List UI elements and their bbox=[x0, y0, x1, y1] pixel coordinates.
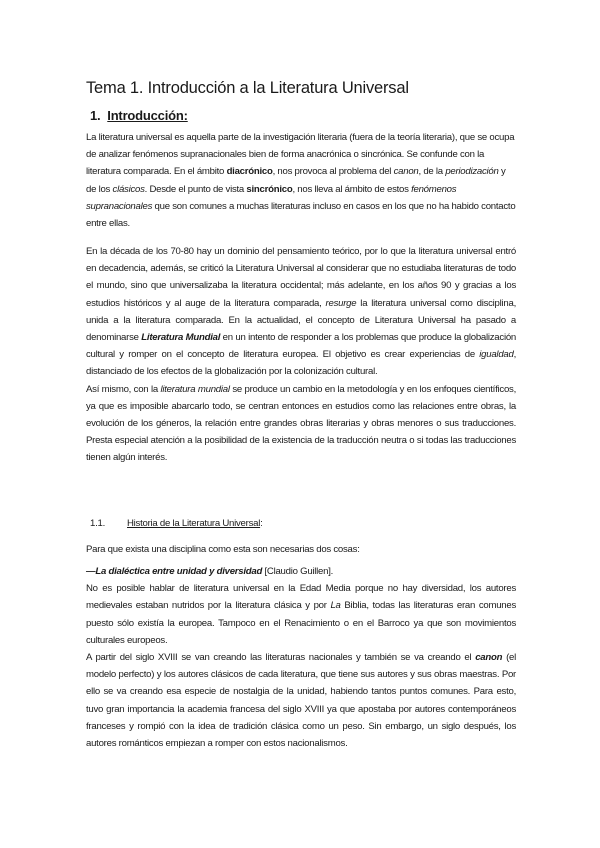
bold-term: sincrónico bbox=[246, 183, 293, 195]
text-run: [Claudio Guillen]. bbox=[262, 566, 334, 577]
text-run: La literatura universal es aquella parte de la investigación literaria (fuera de la teoría literaria), que se ocupa de analizar fenómenos supranacionales bien de forma anacrónica o sincrónica. Se confunde con la literatura comparada. En el ámbito bbox=[86, 132, 515, 178]
italic-term: canon bbox=[393, 166, 419, 178]
text-run: , nos lleva al ámbito de estos bbox=[292, 183, 412, 195]
subsection-suffix: : bbox=[260, 518, 263, 529]
text-run: y de los bbox=[86, 166, 506, 195]
text-run: que son comunes a muchas literaturas incluso en casos en los que no ha habido contacto entre ellas. bbox=[86, 200, 516, 230]
bold-italic-term: —La dialéctica entre unidad y diversidad bbox=[86, 566, 263, 577]
text-run: Biblia, todas las literaturas eran comunes puesto sólo existía la europea. Tampoco en el Renacimiento o en el Barroco ya que son movimientos culturales europeos. bbox=[86, 600, 516, 646]
italic-term: periodización bbox=[445, 166, 499, 178]
text-run: No es posible hablar de literatura universal en la Edad Media porque no hay diversidad, los autores medievales estaban nutridos por la literatura clásica y por bbox=[86, 583, 516, 612]
text-run: , nos provoca al problema del bbox=[272, 166, 394, 178]
text-run: A partir del siglo XVIII se van creando las literaturas nacionales y también se va creando el bbox=[86, 652, 476, 664]
subsection-label: Historia de la Literatura Universal bbox=[127, 518, 261, 529]
bold-italic-term: Literatura Mundial bbox=[141, 332, 221, 344]
section-label: Introducción: bbox=[107, 108, 188, 123]
italic-term: resurge bbox=[325, 297, 357, 309]
paragraph-definition bbox=[86, 129, 516, 232]
paragraph-requirements: Para que exista una disciplina como esta son necesarias dos cosas: bbox=[86, 544, 360, 555]
text-run: (el modelo perfecto) y los autores clásicos de cada literatura, que tiene sus autores y sus obras maestras. Por ello se va creando esa especie de nostalgia de la unidad, habiendo tantos puntos comunes. Para esto, tuvo gran importancia la academia francesa del siglo XVIII ya que apostaba por autores contemporáneos franceses y rompió con la idea de tradición clásica como un peso. Sin embargo, un siglo después, los autores románticos empiezan a romper con estos nacionalismos. bbox=[86, 652, 517, 750]
section-heading bbox=[90, 108, 188, 123]
bold-italic-term: canon bbox=[475, 652, 503, 664]
text-run: Así mismo, con la bbox=[86, 383, 161, 395]
paragraph-history bbox=[86, 243, 516, 467]
subsection-number: 1.1. bbox=[90, 518, 106, 529]
subsection-heading bbox=[90, 518, 263, 529]
paragraph-dialectic bbox=[86, 563, 516, 752]
bold-term: diacrónico bbox=[226, 166, 273, 178]
italic-term: literatura mundial bbox=[160, 383, 230, 395]
text-run: En la década de los 70-80 hay un dominio del pensamiento teórico, por lo que la literatura universal entró en decadencia, además, se criticó la Literatura Universal al considerar que no estudiaba literaturas de todo el mundo, sino que universalizaba la literatura occidental; más adelante, en los años 90 y gracias a los estudios históricos y al auge de la literatura comparada, bbox=[86, 246, 516, 309]
italic-term: La bbox=[330, 600, 341, 612]
text-run: se produce un cambio en la metodología y en los enfoques científicos, ya que es imposible abarcarlo todo, se centran entonces en estudios como las relaciones entre obras, la evolución de los géneros, la relación entre grandes obras literarias y obras menores o sus traducciones. Presta especial atención a la posibilidad de la existencia de la traducción neutra o si todas las traducciones tienen algún interés. bbox=[86, 383, 516, 464]
italic-term: clásicos bbox=[112, 183, 145, 195]
text-run: . Desde el punto de vista bbox=[144, 183, 247, 195]
italic-term: fenómenos supranacionales bbox=[86, 183, 457, 212]
section-number: 1. bbox=[90, 108, 101, 123]
italic-term: igualdad bbox=[479, 349, 514, 361]
text-run: la literatura universal como disciplina, unida a la literatura comparada. En la actualidad, el concepto de Literatura Universal ha pasado a denominarse bbox=[86, 297, 516, 344]
text-run: en un intento de responder a los problemas que produce la globalización cultural y romper on el concepto de literatura europea. El objetivo es crear experiencias de bbox=[86, 332, 516, 361]
document-title: Tema 1. Introducción a la Literatura Universal bbox=[86, 79, 409, 97]
text-run: , de la bbox=[418, 166, 446, 178]
text-run: , distanciado de los efectos de la globalización por la colonización cultural. bbox=[86, 349, 516, 378]
